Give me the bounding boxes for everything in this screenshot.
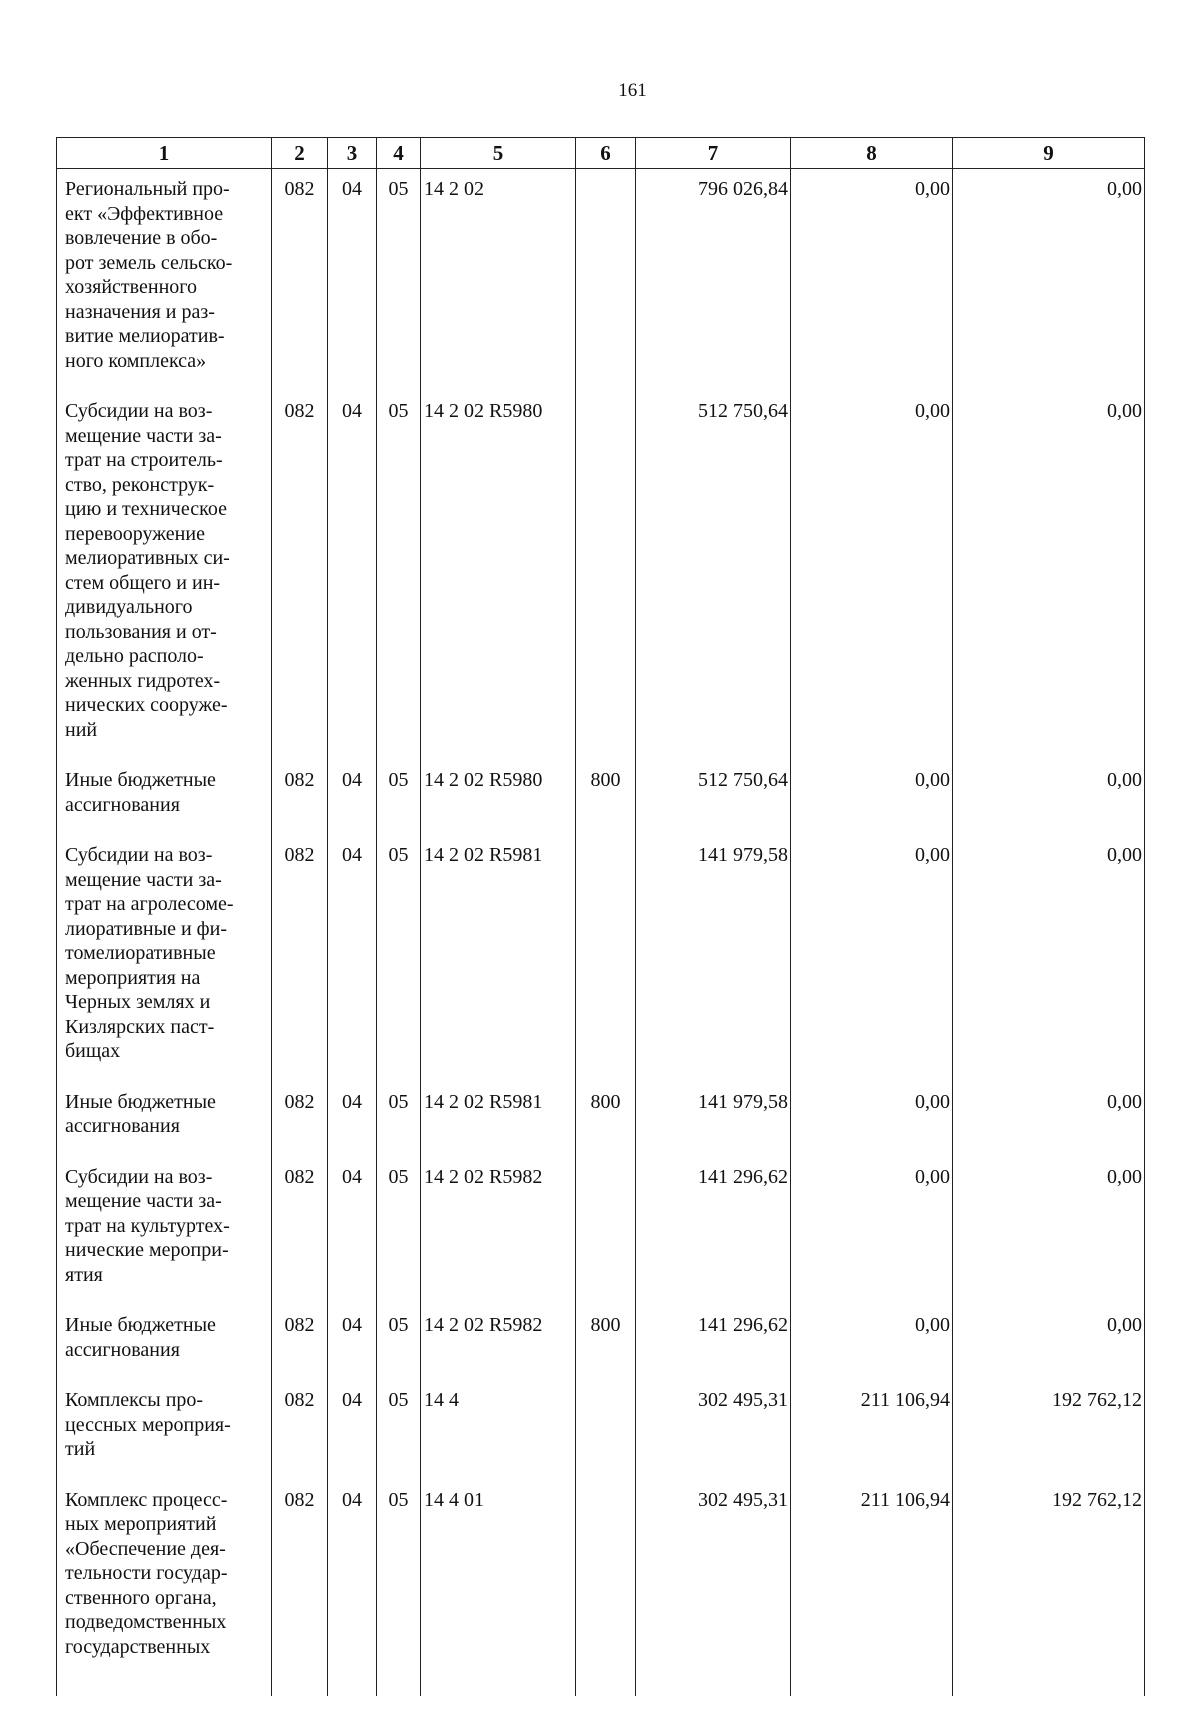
- row-name-cell: Региональный про- ект «Эффективное вовлечение в обо- рот земель сельско- хозяйственного назначения и раз- витие мелиоратив- ного комплекса»: [57, 169, 272, 392]
- row-code-ministry-cell: 082: [272, 1157, 328, 1306]
- row-amount-col9-cell: 0,00: [953, 760, 1145, 835]
- header-col-5: 5: [421, 138, 576, 169]
- table-row: [57, 760, 1145, 835]
- row-code-subsection-cell: 05: [377, 1082, 421, 1157]
- table-row: [57, 391, 1145, 760]
- row-code-target-cell: 14 2 02 R5982: [421, 1305, 576, 1380]
- row-code-section-cell: 04: [328, 835, 377, 1082]
- header-col-8: 8: [791, 138, 953, 169]
- row-code-subsection-cell: 05: [377, 169, 421, 392]
- row-code-target-cell: 14 4: [421, 1380, 576, 1480]
- row-amount-col8-cell: 0,00: [791, 1082, 953, 1157]
- row-amount-col8-cell: 0,00: [791, 169, 953, 392]
- row-code-subsection-cell: 05: [377, 760, 421, 835]
- row-name-cell: Субсидии на воз- мещение части за- трат на агролесоме- лиоративные и фи- томелиоративные мероприятия на Черных землях и Кизлярских паст- бищах: [57, 835, 272, 1082]
- row-code-target-cell: 14 2 02 R5980: [421, 391, 576, 760]
- table-row: [57, 1305, 1145, 1380]
- header-col-2: 2: [272, 138, 328, 169]
- row-code-expense-type-cell: 800: [576, 760, 636, 835]
- row-code-subsection-cell: 05: [377, 1380, 421, 1480]
- row-code-target-cell: 14 2 02 R5981: [421, 1082, 576, 1157]
- row-name-cell: Субсидии на воз- мещение части за- трат на культуртех- нические меропри- ятия: [57, 1157, 272, 1306]
- row-amount-col8-cell: 211 106,94: [791, 1380, 953, 1480]
- row-code-expense-type-cell: [576, 1380, 636, 1480]
- row-code-section-cell: 04: [328, 1082, 377, 1157]
- row-amount-col7-cell: 302 495,31: [636, 1380, 791, 1480]
- row-code-section-cell: 04: [328, 1480, 377, 1696]
- row-code-expense-type-cell: [576, 391, 636, 760]
- row-amount-col7-cell: 512 750,64: [636, 391, 791, 760]
- row-name-cell: Иные бюджетные ассигнования: [57, 1305, 272, 1380]
- row-amount-col8-cell: 0,00: [791, 835, 953, 1082]
- row-amount-col9-cell: 192 762,12: [953, 1480, 1145, 1696]
- row-amount-col9-cell: 0,00: [953, 391, 1145, 760]
- row-name-cell: Иные бюджетные ассигнования: [57, 1082, 272, 1157]
- row-code-section-cell: 04: [328, 760, 377, 835]
- row-code-subsection-cell: 05: [377, 1480, 421, 1696]
- row-amount-col8-cell: 0,00: [791, 1305, 953, 1380]
- row-code-section-cell: 04: [328, 391, 377, 760]
- row-amount-col7-cell: 141 979,58: [636, 1082, 791, 1157]
- row-amount-col7-cell: 302 495,31: [636, 1480, 791, 1696]
- row-name-cell: Иные бюджетные ассигнования: [57, 760, 272, 835]
- header-col-3: 3: [328, 138, 377, 169]
- row-code-expense-type-cell: [576, 1480, 636, 1696]
- header-col-6: 6: [576, 138, 636, 169]
- row-amount-col8-cell: 0,00: [791, 391, 953, 760]
- row-code-ministry-cell: 082: [272, 760, 328, 835]
- row-amount-col7-cell: 141 296,62: [636, 1157, 791, 1306]
- row-amount-col9-cell: 0,00: [953, 1157, 1145, 1306]
- row-code-target-cell: 14 2 02 R5980: [421, 760, 576, 835]
- row-amount-col8-cell: 0,00: [791, 760, 953, 835]
- row-code-ministry-cell: 082: [272, 1305, 328, 1380]
- row-code-expense-type-cell: [576, 169, 636, 392]
- row-code-target-cell: 14 2 02 R5981: [421, 835, 576, 1082]
- row-amount-col9-cell: 192 762,12: [953, 1380, 1145, 1480]
- row-code-subsection-cell: 05: [377, 835, 421, 1082]
- row-code-subsection-cell: 05: [377, 1305, 421, 1380]
- row-name-cell: Субсидии на воз- мещение части за- трат на строитель- ство, реконструк- цию и техническое перевооружение мелиоративных си- стем общего и ин- дивидуального пользования и от- дельно располо- женных гидротех- нических сооруже- ний: [57, 391, 272, 760]
- header-col-1: 1: [57, 138, 272, 169]
- table-row: [57, 1082, 1145, 1157]
- table-row: [57, 1480, 1145, 1696]
- table-header: [57, 138, 1145, 169]
- row-code-target-cell: 14 2 02: [421, 169, 576, 392]
- header-col-4: 4: [377, 138, 421, 169]
- table-row: [57, 1157, 1145, 1306]
- row-code-ministry-cell: 082: [272, 391, 328, 760]
- row-amount-col9-cell: 0,00: [953, 1305, 1145, 1380]
- budget-table: [56, 137, 1145, 1696]
- row-code-ministry-cell: 082: [272, 1082, 328, 1157]
- row-code-section-cell: 04: [328, 169, 377, 392]
- table-row: [57, 169, 1145, 392]
- row-code-target-cell: 14 2 02 R5982: [421, 1157, 576, 1306]
- row-code-target-cell: 14 4 01: [421, 1480, 576, 1696]
- table-row: [57, 835, 1145, 1082]
- row-code-expense-type-cell: 800: [576, 1082, 636, 1157]
- row-code-section-cell: 04: [328, 1157, 377, 1306]
- row-amount-col7-cell: 141 296,62: [636, 1305, 791, 1380]
- row-code-section-cell: 04: [328, 1380, 377, 1480]
- row-code-expense-type-cell: [576, 1157, 636, 1306]
- row-amount-col7-cell: 141 979,58: [636, 835, 791, 1082]
- table-row: [57, 1380, 1145, 1480]
- row-code-ministry-cell: 082: [272, 169, 328, 392]
- row-code-ministry-cell: 082: [272, 835, 328, 1082]
- row-name-cell: Комплекс процесс- ных мероприятий «Обеспечение дея- тельности государ- ственного органа, подведомственных государственных: [57, 1480, 272, 1696]
- page-number: 161: [618, 80, 647, 101]
- row-amount-col9-cell: 0,00: [953, 169, 1145, 392]
- header-col-9: 9: [953, 138, 1145, 169]
- row-amount-col8-cell: 211 106,94: [791, 1480, 953, 1696]
- header-row: [57, 138, 1145, 169]
- row-code-expense-type-cell: [576, 835, 636, 1082]
- row-amount-col7-cell: 512 750,64: [636, 760, 791, 835]
- row-code-subsection-cell: 05: [377, 1157, 421, 1306]
- row-amount-col9-cell: 0,00: [953, 835, 1145, 1082]
- row-code-section-cell: 04: [328, 1305, 377, 1380]
- table-body: [57, 169, 1145, 1696]
- row-amount-col7-cell: 796 026,84: [636, 169, 791, 392]
- row-amount-col9-cell: 0,00: [953, 1082, 1145, 1157]
- row-name-cell: Комплексы про- цессных мероприя- тий: [57, 1380, 272, 1480]
- row-code-expense-type-cell: 800: [576, 1305, 636, 1380]
- row-code-ministry-cell: 082: [272, 1380, 328, 1480]
- row-code-ministry-cell: 082: [272, 1480, 328, 1696]
- row-code-subsection-cell: 05: [377, 391, 421, 760]
- row-amount-col8-cell: 0,00: [791, 1157, 953, 1306]
- header-col-7: 7: [636, 138, 791, 169]
